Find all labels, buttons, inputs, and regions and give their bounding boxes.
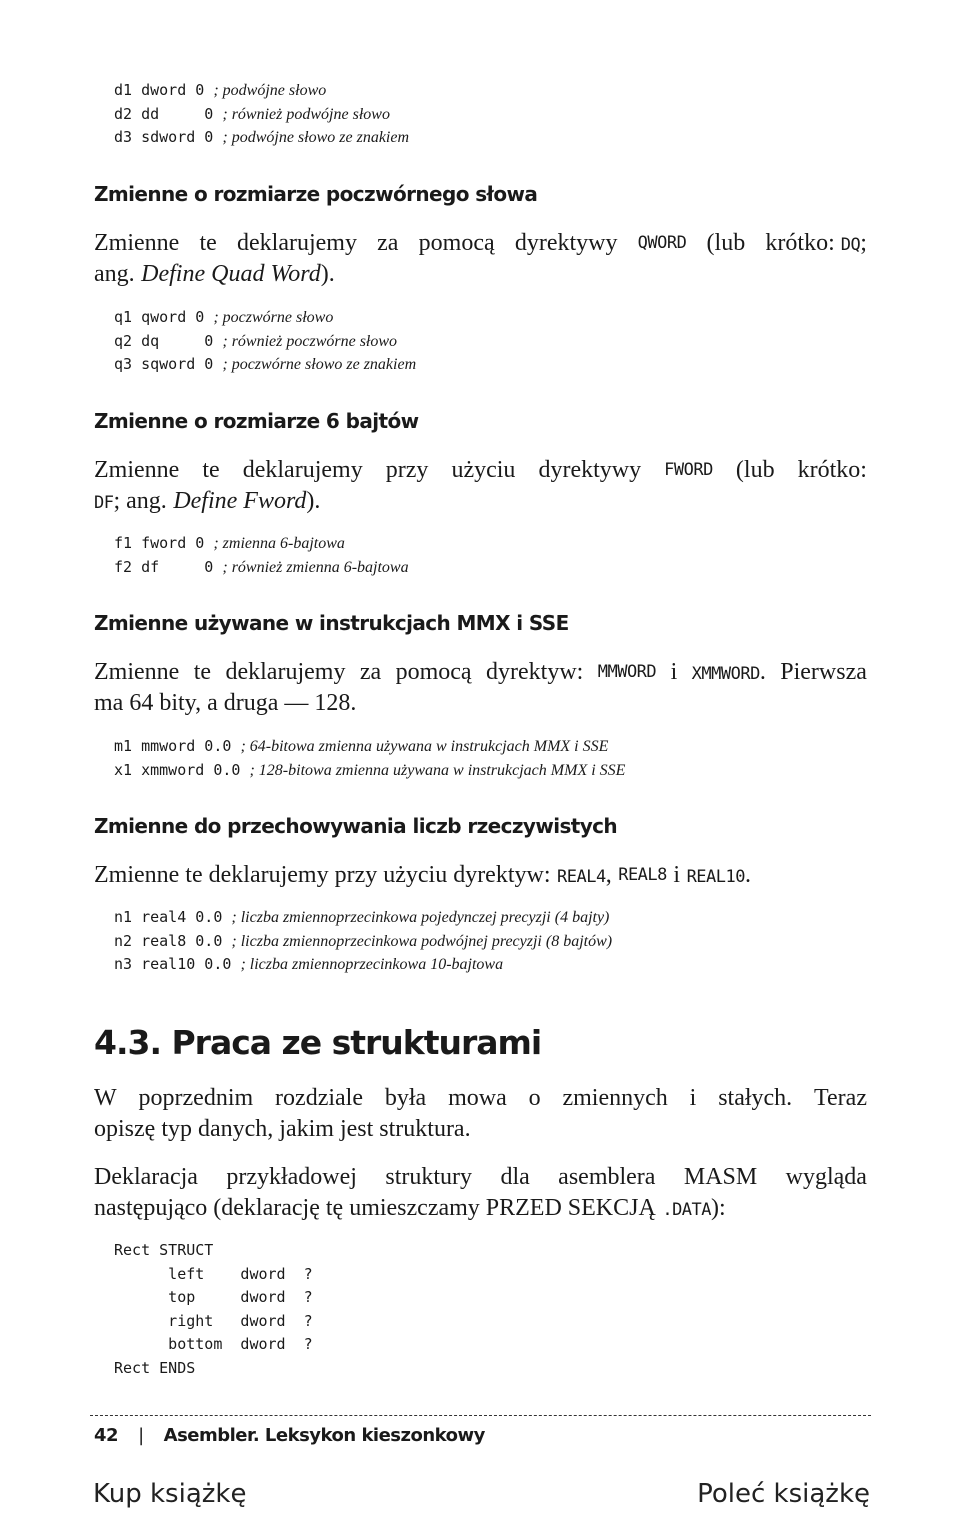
word: te xyxy=(199,230,217,256)
code-line xyxy=(114,735,625,759)
term-italic: Define Fword xyxy=(173,488,307,514)
section-heading-fword: Zmienne o rozmiarze 6 bajtów xyxy=(94,409,419,433)
paragraph-line xyxy=(94,657,867,688)
code-comment: ; również podwójne słowo xyxy=(222,105,390,123)
code-comment: ; liczba zmiennoprzecinkowa 10-bajtowa xyxy=(240,956,504,973)
code-line xyxy=(114,953,612,977)
paragraph-fword xyxy=(94,455,867,517)
recommend-book-link[interactable]: Poleć książkę xyxy=(697,1479,870,1509)
word: była xyxy=(384,1085,427,1111)
word: rozdziale xyxy=(275,1085,363,1111)
word: struktury xyxy=(385,1164,473,1190)
word: i xyxy=(673,862,681,888)
code-line xyxy=(114,759,625,783)
directive-keyword: MMWORD xyxy=(597,662,657,682)
word: (lub xyxy=(735,457,775,483)
word: dyrektywy xyxy=(538,457,642,483)
word: W xyxy=(94,1085,117,1111)
word: te xyxy=(202,457,220,483)
code-line: Rect ENDS xyxy=(114,1358,196,1377)
paragraph-line xyxy=(94,1193,867,1224)
code-text: f2 df 0 xyxy=(114,557,223,576)
word: deklarujemy xyxy=(225,659,346,685)
directive-keyword: REAL8 xyxy=(618,865,667,885)
section-heading-real: Zmienne do przechowywania liczb rzeczywistych xyxy=(94,814,618,838)
paragraph-line xyxy=(94,688,867,719)
paragraph-text: Zmienne te deklarujemy przy użyciu dyrektyw: xyxy=(94,862,551,888)
word: deklarujemy xyxy=(242,457,363,483)
code-text: d1 dword 0 xyxy=(114,81,214,99)
word: ): xyxy=(711,1195,726,1221)
code-line xyxy=(114,330,416,354)
code-comment: ; poczwórne słowo xyxy=(213,309,334,326)
code-block-struct xyxy=(114,1239,313,1380)
footer-divider xyxy=(90,1415,871,1416)
code-block-real xyxy=(114,906,612,977)
paragraph-line xyxy=(94,1162,867,1193)
word: przy xyxy=(385,457,429,483)
directive-keyword: DQ xyxy=(840,235,861,255)
directive-keyword: QWORD xyxy=(637,233,687,253)
code-comment: ; również poczwórne słowo xyxy=(222,332,398,350)
paragraph-line xyxy=(94,455,867,486)
footer-separator: | xyxy=(138,1425,144,1446)
code-comment: ; 64-bitowa zmienna używana w instrukcjach MMX i SSE xyxy=(240,738,609,755)
code-comment: ; również zmienna 6-bajtowa xyxy=(222,558,409,576)
word: dyrektyw: xyxy=(486,659,584,685)
code-line: bottom dword ? xyxy=(114,1335,313,1353)
directive-keyword: .DATA xyxy=(662,1200,712,1220)
code-line xyxy=(114,79,409,103)
word: asemblera xyxy=(558,1164,656,1190)
paragraph-struct-declaration xyxy=(94,1162,867,1224)
code-text: n1 real4 0.0 xyxy=(114,908,232,926)
code-text: q2 dq 0 xyxy=(114,331,223,350)
word: ; ang. xyxy=(113,488,167,514)
code-line xyxy=(114,906,612,930)
word: pomocą xyxy=(395,659,472,685)
word: mowa xyxy=(448,1085,507,1111)
paragraph-struct-intro xyxy=(94,1083,867,1145)
word: . xyxy=(759,659,766,685)
word: o xyxy=(528,1085,541,1111)
paragraph-line xyxy=(94,860,867,891)
word: stałych. xyxy=(718,1085,793,1111)
paragraph-line xyxy=(94,228,867,259)
paragraph-line xyxy=(94,1114,867,1145)
word: Teraz xyxy=(814,1085,867,1111)
word: te xyxy=(193,659,212,685)
paragraph-text: opiszę typ danych, jakim jest struktura. xyxy=(94,1116,471,1142)
word: za xyxy=(377,230,399,256)
code-line xyxy=(114,103,409,127)
directive-keyword: FWORD xyxy=(664,460,713,480)
code-text: f1 fword 0 xyxy=(114,534,214,552)
page-footer xyxy=(94,1424,485,1448)
word: dla xyxy=(500,1164,530,1190)
code-line: left dword ? xyxy=(114,1264,313,1283)
word: MASM xyxy=(683,1164,758,1190)
code-text: q1 qword 0 xyxy=(114,308,214,326)
code-block-fword xyxy=(114,532,409,579)
code-text: n2 real8 0.0 xyxy=(114,931,232,950)
code-text: x1 xmmword 0.0 xyxy=(114,760,250,779)
word: poprzednim xyxy=(138,1085,254,1111)
buy-book-link[interactable]: Kup książkę xyxy=(93,1479,247,1509)
directive-keyword: XMMWORD xyxy=(691,664,760,684)
paragraph-text: ma 64 bity, a druga — 128. xyxy=(94,690,357,716)
code-line xyxy=(114,532,409,556)
word: użyciu xyxy=(451,457,516,483)
page-number: 42 xyxy=(94,1425,119,1446)
code-line xyxy=(114,126,409,150)
code-comment: ; poczwórne słowo ze znakiem xyxy=(222,356,417,373)
word: krótko: xyxy=(797,457,867,483)
code-comment: ; liczba zmiennoprzecinkowa podwójnej precyzji (8 bajtów) xyxy=(231,932,613,950)
word: zmiennych xyxy=(562,1085,668,1111)
code-block-qword xyxy=(114,306,416,377)
code-block-mmx-sse xyxy=(114,735,625,782)
word: Zmienne xyxy=(94,230,180,256)
word: ). xyxy=(306,488,321,514)
code-line: top dword ? xyxy=(114,1288,313,1306)
book-title: Asembler. Leksykon kieszonkowy xyxy=(163,1425,485,1446)
code-text: q3 sqword 0 xyxy=(114,355,223,373)
word: i xyxy=(670,659,678,685)
directive-keyword: DF xyxy=(94,493,114,513)
word: Deklaracja xyxy=(94,1164,198,1190)
directive-keyword: REAL10 xyxy=(686,867,745,887)
code-comment: ; podwójne słowo ze znakiem xyxy=(222,129,410,146)
word: dyrektywy xyxy=(514,230,618,256)
code-comment: ; zmienna 6-bajtowa xyxy=(213,535,345,552)
code-line xyxy=(114,556,409,580)
word: ; xyxy=(860,230,867,256)
code-comment: ; podwójne słowo xyxy=(213,82,327,99)
chapter-heading: 4.3. Praca ze strukturami xyxy=(94,1023,542,1062)
word: Zmienne xyxy=(94,457,180,483)
word: ang. xyxy=(94,261,135,287)
code-block-dword xyxy=(114,79,409,150)
code-text: n3 real10 0.0 xyxy=(114,955,241,973)
word: (lub xyxy=(706,230,746,256)
word: i xyxy=(689,1085,697,1111)
code-line: Rect STRUCT xyxy=(114,1241,214,1259)
word: za xyxy=(359,659,382,685)
code-text: d2 dd 0 xyxy=(114,104,223,123)
word: . xyxy=(744,862,751,888)
code-line: right dword ? xyxy=(114,1311,313,1330)
directive-keyword: REAL4 xyxy=(557,867,606,887)
word: Zmienne xyxy=(94,659,180,685)
paragraph-real xyxy=(94,860,867,891)
code-line xyxy=(114,930,612,954)
section-heading-mmx-sse: Zmienne używane w instrukcjach MMX i SSE xyxy=(94,611,569,635)
paragraph-line xyxy=(94,1083,867,1114)
paragraph-text: następująco (deklarację tę umieszczamy PRZED SEKCJĄ xyxy=(94,1195,656,1221)
word: krótko: xyxy=(765,230,835,256)
word: , xyxy=(605,862,612,888)
word: ). xyxy=(320,261,335,287)
paragraph-mmx-sse xyxy=(94,657,867,719)
word: wygląda xyxy=(785,1164,867,1190)
word: pomocą xyxy=(418,230,495,256)
code-line xyxy=(114,353,416,377)
word: przykładowej xyxy=(226,1164,357,1190)
section-heading-qword: Zmienne o rozmiarze poczwórnego słowa xyxy=(94,182,538,206)
code-comment: ; liczba zmiennoprzecinkowa pojedynczej precyzji (4 bajty) xyxy=(231,909,610,926)
term-italic: Define Quad Word xyxy=(141,261,321,287)
word: Pierwsza xyxy=(780,659,867,685)
paragraph-qword xyxy=(94,228,867,290)
word: deklarujemy xyxy=(237,230,357,256)
code-text: d3 sdword 0 xyxy=(114,128,223,146)
code-comment: ; 128-bitowa zmienna używana w instrukcjach MMX i SSE xyxy=(249,761,626,779)
code-line xyxy=(114,306,416,330)
code-text: m1 mmword 0.0 xyxy=(114,737,241,755)
paragraph-line xyxy=(94,486,867,517)
paragraph-line xyxy=(94,259,867,290)
